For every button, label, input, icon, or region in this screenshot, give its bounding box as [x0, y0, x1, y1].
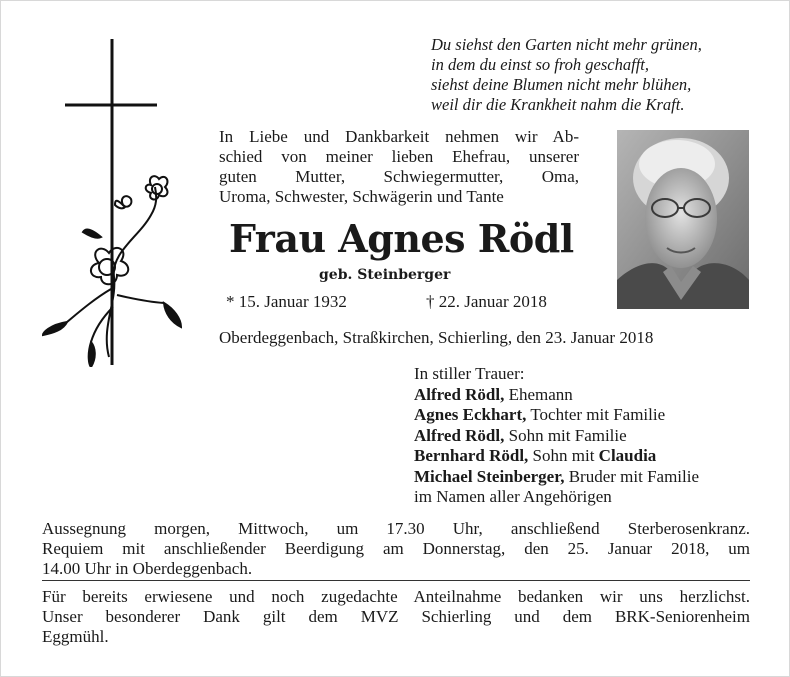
mourner-relation: Sohn mit [528, 446, 599, 465]
mourner-name: Bernhard Rödl, [414, 446, 529, 465]
mourner-name: Michael Steinberger, [414, 466, 565, 486]
list-item [414, 467, 754, 488]
mourners-heading: In stiller Trauer: [414, 364, 525, 383]
poem [431, 35, 761, 115]
cross-with-flower-icon [39, 37, 199, 367]
list-item [414, 446, 754, 467]
thanks-text [42, 587, 750, 647]
list-item [414, 405, 754, 426]
birth-name: geb. Steinberger [319, 267, 451, 283]
intro-line: In Liebe und Dankbarkeit nehmen wir Ab- [219, 127, 579, 146]
portrait-photo [617, 130, 749, 309]
intro-line: guten Mutter, Schwiegermutter, Oma, [219, 167, 579, 186]
notice-line: 14.00 Uhr in Oberdeggenbach. [42, 559, 253, 578]
thanks-line: Unser besonderer Dank gilt dem MVZ Schierling und dem BRK-Seniorenheim [42, 607, 750, 626]
list-item [414, 426, 754, 447]
funeral-notice [42, 519, 750, 579]
mourner-name: Alfred Rödl, [414, 384, 505, 404]
mourner-name: Agnes Eckhart, [414, 405, 527, 424]
poem-line: siehst deine Blumen nicht mehr blühen, [431, 75, 692, 94]
birth-date: * 15. Januar 1932 [226, 292, 347, 311]
deceased-name: Frau Agnes Rödl [229, 216, 574, 261]
death-date: † 22. Januar 2018 [426, 292, 547, 311]
list-item [414, 385, 754, 406]
mourner-relation: Tochter mit Familie [526, 405, 666, 424]
mourner-relation: Bruder mit Familie [564, 466, 700, 486]
notice-line: Aussegnung morgen, Mittwoch, um 17.30 Uhr, anschließend Sterberosenkranz. [42, 519, 750, 538]
intro-line: schied von meiner lieben Ehefrau, unserer [219, 147, 579, 166]
thanks-line: Eggmühl. [42, 627, 109, 646]
mourner-relation: Sohn mit Familie [504, 425, 627, 445]
place-date: Oberdeggenbach, Straßkirchen, Schierling, den 23. Januar 2018 [219, 328, 654, 347]
divider [42, 580, 750, 581]
poem-line: weil dir die Krankheit nahm die Kraft. [431, 95, 685, 114]
thanks-line: Für bereits erwiesene und noch zugedachte Anteilnahme bedanken wir uns herzlichst. [42, 587, 750, 606]
intro-line: Uroma, Schwester, Schwägerin und Tante [219, 187, 504, 206]
intro-text [219, 127, 579, 207]
poem-line: Du siehst den Garten nicht mehr grünen, [431, 35, 702, 54]
mourners-footer: im Namen aller Angehörigen [414, 487, 612, 506]
mourner-relation: Ehemann [504, 384, 573, 404]
mourner-extra: Claudia [598, 446, 657, 465]
mourner-name: Alfred Rödl, [414, 425, 505, 445]
mourners-list [414, 364, 754, 508]
poem-line: in dem du einst so froh geschafft, [431, 55, 649, 74]
notice-line: Requiem mit anschließender Beerdigung am Donnerstag, den 25. Januar 2018, um [42, 539, 750, 558]
